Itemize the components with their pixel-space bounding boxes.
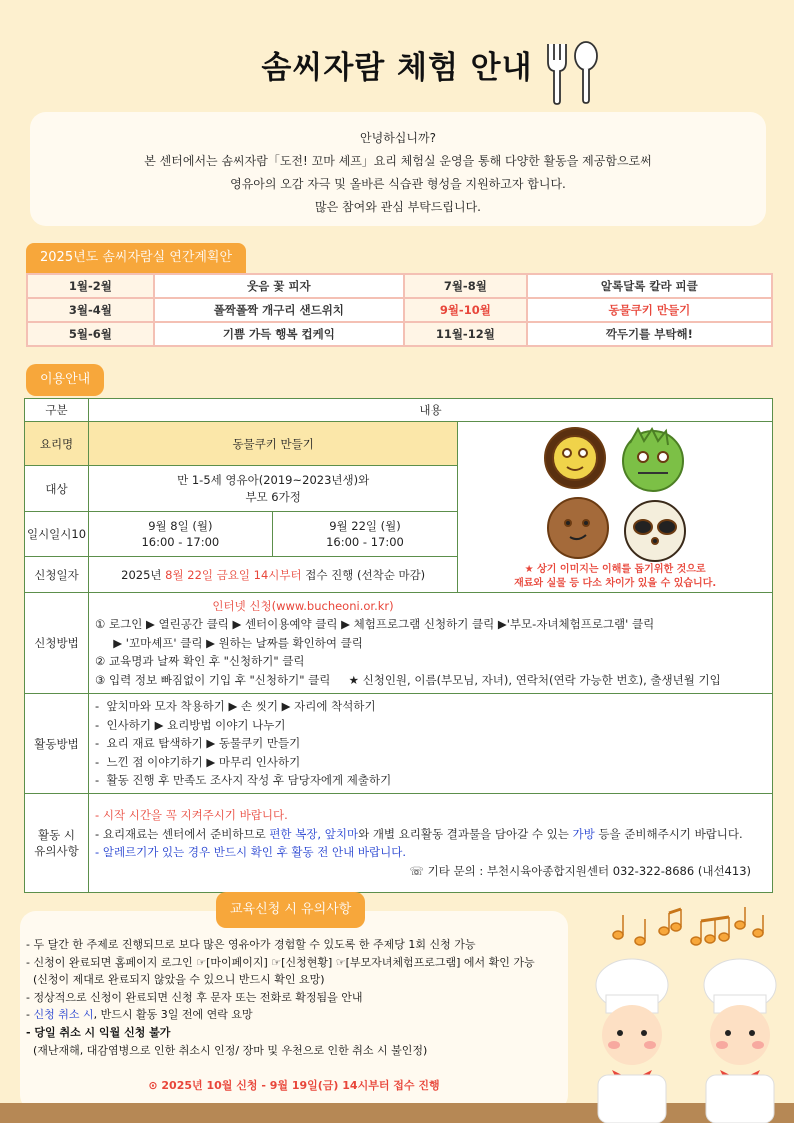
caution-text: 등을 준비해주시기 바랍니다.	[594, 826, 743, 841]
caution-text: - 요리재료는 센터에서 준비하므로	[95, 826, 270, 841]
plan-month: 11월-12월	[404, 322, 527, 346]
table-row	[25, 694, 773, 794]
cookie-image-cell	[458, 422, 773, 593]
caution-line: - 시작 시간을 꼭 지켜주시기 바랍니다.	[95, 808, 288, 822]
activity-line: - 활동 진행 후 만족도 조사지 작성 후 담당자에게 제출하기	[95, 773, 392, 788]
method-label: 신청방법	[25, 593, 89, 694]
notice-text: , 반드시 활동 3일 전에 연락 요망	[93, 1008, 253, 1022]
dish-name: 동물쿠키 만들기	[89, 422, 458, 466]
apply-date-text: 2025년	[121, 567, 166, 582]
caution-text: 와 개별 요리활동 결과물을 담아갈 수 있는	[358, 826, 573, 841]
schedule-slot-2	[272, 512, 458, 557]
table-row	[27, 322, 772, 346]
plan-month: 7월-8월	[404, 274, 527, 298]
activity-line: - 앞치마와 모자 착용하기 ▶ 손 씻기 ▶ 자리에 착석하기	[95, 699, 376, 714]
notice-content	[26, 936, 535, 1059]
target-content	[89, 466, 458, 512]
notice-line: - 당일 취소 시 익월 신청 불가	[26, 1025, 171, 1039]
target-line: 부모 6가정	[245, 489, 301, 504]
schedule-date: 9월 8일 (월)	[148, 519, 213, 534]
caution-highlight: 편한 복장, 앞치마	[269, 826, 359, 841]
header-content: 내용	[89, 399, 773, 422]
schedule-time: 16:00 - 17:00	[326, 535, 404, 550]
notice-highlight: 신청 취소 시	[33, 1008, 94, 1022]
apply-date-text: 접수 진행 (선착순 마감)	[301, 567, 426, 582]
target-label: 대상	[25, 466, 89, 512]
activity-label: 활동방법	[25, 694, 89, 794]
dish-label: 요리명	[25, 422, 89, 466]
table-row	[25, 422, 773, 466]
target-line: 만 1-5세 영유아(2019~2023년생)와	[177, 472, 370, 487]
caution-label-line: 활동 시	[38, 828, 75, 842]
method-content	[89, 593, 773, 694]
plan-dish-current: 동물쿠키 만들기	[527, 298, 772, 322]
notice-line: - 두 달간 한 주제로 진행되므로 보다 많은 영유아가 경험할 수 있도록 한 주제당 1회 신청 가능	[26, 938, 476, 951]
notice-line: (재난재해, 대감염병으로 인한 취소시 인정/ 장마 및 우천으로 인한 취소 시 불인정)	[26, 1043, 428, 1057]
schedule-date: 9월 22일 (월)	[329, 519, 401, 534]
intro-line: 안녕하십니까?	[360, 131, 436, 145]
apply-date-content	[89, 557, 458, 593]
method-line: ② 교육명과 날짜 확인 후 "신청하기" 클릭	[95, 654, 305, 669]
intro-box	[30, 112, 766, 226]
plan-dish: 알록달록 칼라 피클	[527, 274, 772, 298]
chef-kids-illustration	[572, 905, 794, 1123]
caution-label-line: 유의사항	[34, 844, 79, 858]
plan-dish: 웃음 꽃 피자	[154, 274, 404, 298]
animal-cookies-image	[520, 423, 710, 563]
caution-highlight: 가방	[572, 826, 595, 841]
plan-dish: 기쁨 가득 행복 컵케익	[154, 322, 404, 346]
plan-month: 1월-2월	[27, 274, 154, 298]
notice-tab: 교육신청 시 유의사항	[216, 892, 365, 928]
caution-label	[25, 794, 89, 893]
plan-month: 5월-6월	[27, 322, 154, 346]
intro-line: 많은 참여와 관심 부탁드립니다.	[315, 200, 481, 214]
notice-line: (신청이 제대로 완료되지 않았을 수 있으니 반드시 확인 요망)	[26, 973, 325, 987]
schedule-slot-1	[89, 512, 273, 557]
apply-date-label: 신청일자	[25, 557, 89, 593]
header-label: 구분	[25, 399, 89, 422]
notice-text: -	[26, 1008, 34, 1022]
annual-plan-table	[26, 273, 773, 347]
activity-line: - 느낀 점 이야기하기 ▶ 마무리 인사하기	[95, 754, 301, 769]
intro-line: 본 센터에서는 솜씨자람「도전! 꼬마 셰프」요리 체험실 운영을 통해 다양한 활동을 제공함으로써	[144, 154, 652, 168]
activity-line: - 인사하기 ▶ 요리방법 이야기 나누기	[95, 717, 286, 732]
notice-line	[26, 1006, 535, 1024]
notice-final: ⊙ 2025년 10월 신청 - 9월 19일(금) 14시부터 접수 진행	[148, 1079, 440, 1092]
plan-dish: 깍두기를 부탁해!	[527, 322, 772, 346]
method-line: ▶ '꼬마셰프' 클릭 ▶ 원하는 날짜를 확인하여 클릭	[95, 635, 363, 650]
table-row	[25, 593, 773, 694]
method-title: 인터넷 신청(www.bucheoni.or.kr)	[212, 598, 394, 613]
table-row	[27, 298, 772, 322]
table-row	[25, 399, 773, 422]
plan-dish: 폴짝폴짝 개구리 샌드위치	[154, 298, 404, 322]
image-note-line: ★ 상기 이미지는 이해를 돕기위한 것으로	[524, 564, 706, 575]
notice-line: - 정상적으로 신청이 완료되면 신청 후 문자 또는 전화로 확정됨을 안내	[26, 990, 363, 1004]
caution-line: - 알레르기가 있는 경우 반드시 확인 후 활동 전 안내 바랍니다.	[95, 845, 407, 859]
activity-content	[89, 694, 773, 794]
annual-plan-tab: 2025년도 솜씨자람실 연간계획안	[26, 243, 246, 273]
table-row	[27, 274, 772, 298]
plan-month-current: 9월-10월	[404, 298, 527, 322]
activity-line: - 요리 재료 탐색하기 ▶ 동물쿠키 만들기	[95, 736, 301, 751]
caution-content	[89, 794, 773, 893]
intro-line: 영유아의 오감 자극 및 올바른 식습관 형성을 지원하고자 합니다.	[230, 177, 566, 191]
method-line: ① 로그인 ▶ 열린공간 클릭 ▶ 센터이용예약 클릭 ▶ 체험프로그램 신청하기 클릭 ▶'부모-자녀체험프로그램' 클릭	[95, 617, 655, 632]
page-title: 솜씨자람 체험 안내	[261, 50, 533, 86]
usage-table	[24, 398, 773, 893]
apply-date-highlight: 8월 22일 금요일 14시부터	[165, 567, 302, 582]
method-line: ③ 입력 정보 빠짐없이 기입 후 "신청하기" 클릭 ★ 신청인원, 이름(부모님, 자녀), 연락처(연락 가능한 번호), 출생년월 기입	[95, 672, 721, 687]
table-row	[25, 794, 773, 893]
fork-spoon-icon	[542, 40, 602, 106]
contact-info: ☏ 기타 문의 : 부천시육아종합지원센터 032-322-8686 (내선413)	[409, 863, 751, 878]
schedule-label: 일시일시10	[25, 512, 89, 557]
plan-month: 3월-4월	[27, 298, 154, 322]
notice-line: - 신청이 완료되면 홈페이지 로그인 ☞[마이페이지] ☞[신청현황] ☞[부모자녀체험프로그램] 에서 확인 가능	[26, 955, 535, 969]
image-note-line: 재료와 실물 등 다소 차이가 있을 수 있습니다.	[514, 578, 717, 589]
caution-line	[95, 825, 771, 844]
usage-tab: 이용안내	[26, 364, 104, 396]
schedule-time: 16:00 - 17:00	[141, 535, 220, 550]
